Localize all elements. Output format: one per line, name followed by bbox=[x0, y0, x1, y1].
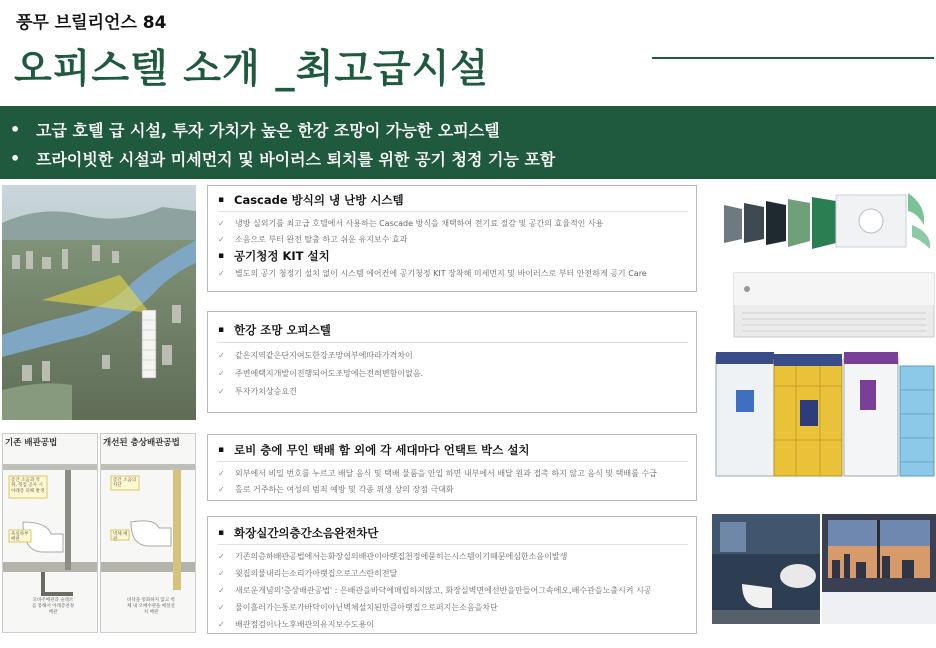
divider bbox=[218, 211, 688, 212]
card-item-text: 기존의층하배관공법에서는화장실의배관이아랫집천정에묻히는시스템이기때문에심한소음이발생 bbox=[235, 552, 568, 561]
card-item bbox=[218, 599, 688, 616]
card-title: 한강 조망 오피스텔 bbox=[234, 323, 331, 337]
summary-banner bbox=[0, 106, 936, 179]
square-bullet-icon: ▪ bbox=[218, 445, 225, 455]
card-title: 화장실간의층간소음완전차단 bbox=[234, 525, 379, 540]
page-title: 오피스텔 소개 _최고급시설 bbox=[14, 47, 490, 92]
divider bbox=[218, 461, 688, 462]
card-item bbox=[218, 481, 688, 497]
check-icon: ✓ bbox=[218, 484, 225, 494]
card-item bbox=[218, 382, 688, 400]
diagram-title: 개선된 층상배관공법 bbox=[103, 438, 180, 448]
card-noise-blocking bbox=[207, 516, 697, 634]
parcel-locker-photo bbox=[712, 350, 936, 485]
improved-piping-diagram bbox=[100, 433, 196, 633]
diagram-caption: 모바주배관과 슬래브를 통해서 아래층천정 배관 bbox=[32, 598, 74, 615]
card-item bbox=[218, 346, 688, 364]
card-subheading bbox=[218, 247, 688, 265]
square-bullet-icon: ▪ bbox=[218, 251, 225, 261]
card-heading bbox=[218, 441, 688, 459]
check-icon: ✓ bbox=[218, 552, 225, 561]
diagram-callout: 층간 소음의 차단 bbox=[113, 478, 137, 489]
card-item bbox=[218, 565, 688, 582]
card-heading bbox=[218, 523, 688, 542]
card-heading bbox=[218, 191, 688, 209]
card-item bbox=[218, 265, 688, 281]
card-item-text: 냉방 실외기를 최고급 호텔에서 사용하는 Cascade 방식을 채택하여 전기료 절감 및 공간의 효율적인 사용 bbox=[235, 218, 604, 228]
diagram-caption: 바닥을 통화하지 않고 벽체 내 오배수관을 배설설치 배관 bbox=[127, 598, 175, 615]
air-filter-ac-photo bbox=[712, 185, 936, 340]
card-contactless-box bbox=[207, 434, 697, 501]
card-item-text: 물이흘러가는통로가바닥이아닌벽체설치된만큼아랫집으로퍼지는소음을차단 bbox=[235, 603, 498, 612]
card-subtitle: 공기청정 KIT 설치 bbox=[234, 249, 330, 263]
bullet-icon: • bbox=[10, 149, 21, 168]
diagram-callout: 욕실하부 배관 bbox=[11, 532, 29, 543]
check-icon: ✓ bbox=[218, 368, 225, 378]
card-item-text: 소음으로 부터 완전 탈출 하고 쉬운 유지보수 효과 bbox=[235, 234, 408, 244]
divider bbox=[218, 544, 688, 545]
card-item bbox=[218, 616, 688, 633]
square-bullet-icon: ▪ bbox=[218, 195, 225, 205]
check-icon: ✓ bbox=[218, 569, 225, 578]
bullet-icon: • bbox=[10, 120, 21, 139]
card-item-text: 배관점검이나노후배관의유지보수도용이 bbox=[235, 620, 375, 629]
card-item-text: 별도의 공기 청정기 설치 없이 시스템 에어컨에 공기청정 KIT 장착해 미세먼지 및 바이러스로 부터 안전하게 공기 Care bbox=[235, 268, 647, 278]
divider bbox=[218, 342, 688, 343]
title-rule bbox=[652, 57, 934, 59]
card-item-text: 홀로 거주하는 여성의 범죄 예방 및 각종 위생 상의 장점 극대화 bbox=[235, 484, 454, 494]
conventional-piping-diagram bbox=[2, 433, 98, 633]
night-view-bedroom-photo bbox=[822, 514, 936, 624]
card-title: Cascade 방식의 냉 난방 시스템 bbox=[234, 193, 404, 207]
square-bullet-icon: ▪ bbox=[218, 527, 225, 538]
check-icon: ✓ bbox=[218, 468, 225, 478]
check-icon: ✓ bbox=[218, 386, 225, 396]
card-title: 로비 층에 무인 택배 함 외에 각 세대마다 언택트 박스 설치 bbox=[234, 443, 530, 457]
check-icon: ✓ bbox=[218, 268, 225, 278]
project-name: 풍무 브릴리언스 84 bbox=[16, 13, 167, 33]
banner-line bbox=[10, 144, 936, 173]
card-item-text: 투자가치상승요건 bbox=[235, 386, 297, 396]
card-item-text: 같은지역같은단지여도한강조망여부에따라가격차이 bbox=[235, 350, 413, 360]
card-item-text: 윗집의물내리는소리가아랫집으로고스란히전달 bbox=[235, 569, 398, 578]
han-river-aerial-photo bbox=[2, 185, 196, 420]
card-item bbox=[218, 582, 688, 599]
card-item bbox=[218, 215, 688, 231]
card-item-text: 새로운개념의'층상배관공법' : 은배관을바닥에매립하지않고, 화장실벽면에선반을만들어그속에오,배수관을노출시켜 시공 bbox=[235, 586, 652, 595]
banner-line bbox=[10, 115, 936, 144]
check-icon: ✓ bbox=[218, 603, 225, 612]
check-icon: ✓ bbox=[218, 234, 225, 244]
check-icon: ✓ bbox=[218, 620, 225, 629]
card-item bbox=[218, 465, 688, 481]
card-item bbox=[218, 364, 688, 382]
card-item-text: 주변에택지개발이진행되어도조망에는전혀변함이없음. bbox=[235, 368, 424, 378]
bathroom-photo bbox=[712, 514, 820, 624]
card-river-view bbox=[207, 311, 697, 413]
card-item bbox=[218, 548, 688, 565]
diagram-callout: 벽체 배관 bbox=[113, 532, 128, 543]
card-cascade-hvac bbox=[207, 185, 697, 292]
check-icon: ✓ bbox=[218, 218, 225, 228]
card-heading bbox=[218, 320, 688, 340]
square-bullet-icon: ▪ bbox=[218, 325, 225, 335]
diagram-callout: 층간 소음과 악취, 윗집 공사 시 아래층 피해 발생 bbox=[11, 478, 45, 494]
banner-text: 고급 호텔 급 시설, 투자 가치가 높은 한강 조망이 가능한 오피스텔 bbox=[36, 121, 500, 140]
banner-text: 프라이빗한 시설과 미세먼지 및 바이러스 퇴치를 위한 공기 청정 기능 포함 bbox=[36, 150, 556, 169]
card-item-text: 외부에서 비밀 번호를 누르고 배달 음식 및 택배 물품을 안입 하면 내부에서 배달 원과 접촉 하지 않고 음식 및 택배를 수급 bbox=[235, 468, 657, 478]
check-icon: ✓ bbox=[218, 586, 225, 595]
check-icon: ✓ bbox=[218, 350, 225, 360]
card-item bbox=[218, 231, 688, 247]
diagram-title: 기존 배관공법 bbox=[5, 438, 58, 448]
